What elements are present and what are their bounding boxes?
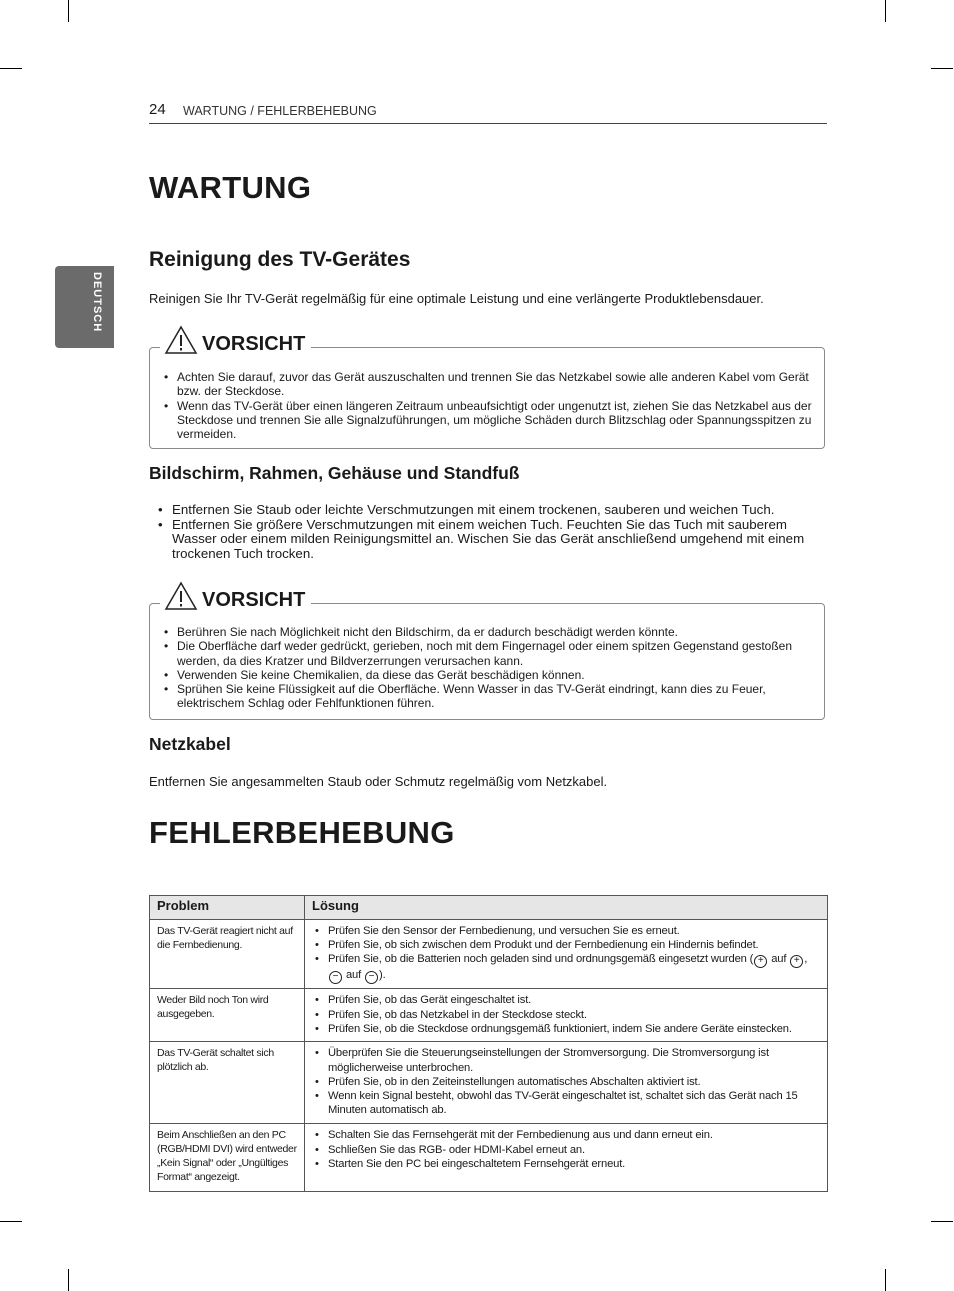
list-item: • Wenn das TV-Gerät über einen längeren Zeitraum unbeaufsichtigt oder ungenutzt ist, ziehen Sie das Netzkabel aus der Steckdose und trennen Sie alle Signalzuführungen, um mögliche Schäden durch Blitzschlag oder Spannungsspitzen zu vermeiden. (162, 399, 812, 442)
caution-label: VORSICHT (160, 323, 311, 355)
crop-mark (931, 1221, 953, 1222)
cleaning-heading: Reinigung des TV-Gerätes (149, 248, 411, 271)
screen-heading: Bildschirm, Rahmen, Gehäuse und Standfuß (149, 463, 520, 483)
wartung-title: WARTUNG (149, 170, 312, 205)
list-item: • Schließen Sie das RGB- oder HDMI-Kabel erneut an. (313, 1143, 819, 1157)
problem-cell: Beim Anschließen an den PC (RGB/HDMI DVI) wird entweder „Kein Signal“ oder „Ungültiges Format“ angezeigt. (150, 1124, 305, 1192)
caution-box-2 (149, 589, 825, 720)
problem-cell: Das TV-Gerät schaltet sich plötzlich ab. (150, 1042, 305, 1124)
list-item: • Schalten Sie das Fernsehgerät mit der Fernbedienung aus und dann erneut ein. (313, 1128, 819, 1142)
warning-triangle-icon (164, 581, 198, 611)
minus-symbol-icon: − (329, 971, 342, 984)
table-row (150, 920, 828, 989)
crop-mark (68, 0, 69, 22)
caution-label: VORSICHT (160, 579, 311, 611)
problem-cell: Weder Bild noch Ton wird ausgegeben. (150, 989, 305, 1042)
list-item: • Die Oberfläche darf weder gedrückt, gerieben, noch mit dem Fingernagel oder einem spitzen Gegenstand gestoßen werden, da dies Kratzer und Bildverzerrungen verursachen kann. (162, 639, 812, 668)
cable-heading: Netzkabel (149, 734, 231, 754)
table-row (150, 1042, 828, 1124)
list-item: • Wenn kein Signal besteht, obwohl das TV-Gerät eingeschaltet ist, schaltet sich das Gerät nach 15 Minuten automatisch ab. (313, 1089, 819, 1117)
problem-cell: Das TV-Gerät reagiert nicht auf die Fernbedienung. (150, 920, 305, 989)
table-header-row (150, 896, 828, 920)
minus-symbol-icon: − (365, 971, 378, 984)
page-header (149, 101, 827, 124)
warning-triangle-icon (164, 325, 198, 355)
list-item: • Prüfen Sie, ob sich zwischen dem Produkt und der Fernbedienung ein Hindernis befindet. (313, 938, 819, 952)
solution-cell (305, 989, 828, 1042)
list-item: • Prüfen Sie, ob das Netzkabel in der Steckdose steckt. (313, 1008, 819, 1022)
list-item: • Prüfen Sie, ob die Batterien noch geladen sind und ordnungsgemäß eingesetzt wurden ( + auf + , − auf − ). (313, 952, 819, 984)
plus-symbol-icon: + (754, 955, 767, 968)
solution-cell (305, 1124, 828, 1192)
table-row (150, 1124, 828, 1192)
crop-mark (0, 68, 22, 69)
list-item: • Berühren Sie nach Möglichkeit nicht den Bildschirm, da er dadurch beschädigt werden könnte. (162, 625, 812, 639)
screen-cleaning-list (158, 503, 828, 561)
caution-list-1 (162, 370, 812, 441)
table-row (150, 989, 828, 1042)
crop-mark (885, 1269, 886, 1291)
list-item: • Achten Sie darauf, zuvor das Gerät auszuschalten und trennen Sie das Netzkabel sowie alle anderen Kabel vom Gerät bzw. der Steckdose. (162, 370, 812, 399)
troubleshooting-table (149, 895, 828, 1192)
column-header-solution: Lösung (305, 896, 828, 920)
list-item: • Prüfen Sie, ob in den Zeiteinstellungen automatisches Abschalten aktiviert ist. (313, 1075, 819, 1089)
cable-text: Entfernen Sie angesammelten Staub oder Schmutz regelmäßig vom Netzkabel. (149, 774, 608, 789)
column-header-problem: Problem (150, 896, 305, 920)
caution-box-1 (149, 333, 825, 449)
crop-mark (0, 1221, 22, 1222)
cleaning-intro: Reinigen Sie Ihr TV-Gerät regelmäßig für eine optimale Leistung und eine verlängerte Produktlebensdauer. (149, 291, 764, 306)
list-item: • Entfernen Sie Staub oder leichte Verschmutzungen mit einem trockenen, sauberen und weichen Tuch. (158, 503, 828, 518)
list-item: • Prüfen Sie den Sensor der Fernbedienung, und versuchen Sie es erneut. (313, 924, 819, 938)
language-tab (55, 266, 114, 348)
list-item: • Starten Sie den PC bei eingeschaltetem Fernsehgerät erneut. (313, 1157, 819, 1171)
solution-cell (305, 920, 828, 989)
language-tab-label: DEUTSCH (91, 272, 103, 333)
page-number: 24 (149, 101, 166, 118)
caution-list-2 (162, 625, 812, 711)
running-title: WARTUNG / FEHLERBEHEBUNG (183, 104, 377, 118)
crop-mark (885, 0, 886, 22)
crop-mark (68, 1269, 69, 1291)
list-item: • Verwenden Sie keine Chemikalien, da diese das Gerät beschädigen können. (162, 668, 812, 682)
list-item: • Überprüfen Sie die Steuerungseinstellungen der Stromversorgung. Die Stromversorgung ist möglicherweise unterbrochen. (313, 1046, 819, 1074)
solution-cell (305, 1042, 828, 1124)
crop-mark (931, 68, 953, 69)
list-item: • Prüfen Sie, ob das Gerät eingeschaltet ist. (313, 993, 819, 1007)
list-item: • Entfernen Sie größere Verschmutzungen mit einem weichen Tuch. Feuchten Sie das Tuch mit sauberem Wasser oder einem milden Reinigungsmittel an. Wischen Sie das Gerät anschließend umgehend mit einem trockenen Tuch trocken. (158, 518, 828, 562)
list-item: • Sprühen Sie keine Flüssigkeit auf die Oberfläche. Wenn Wasser in das TV-Gerät eindringt, kann dies zu Feuer, elektrischem Schlag oder Fehlfunktionen führen. (162, 682, 812, 711)
plus-symbol-icon: + (790, 955, 803, 968)
fehler-title: FEHLERBEHEBUNG (149, 815, 455, 850)
list-item: • Prüfen Sie, ob die Steckdose ordnungsgemäß funktioniert, indem Sie andere Geräte einstecken. (313, 1022, 819, 1036)
